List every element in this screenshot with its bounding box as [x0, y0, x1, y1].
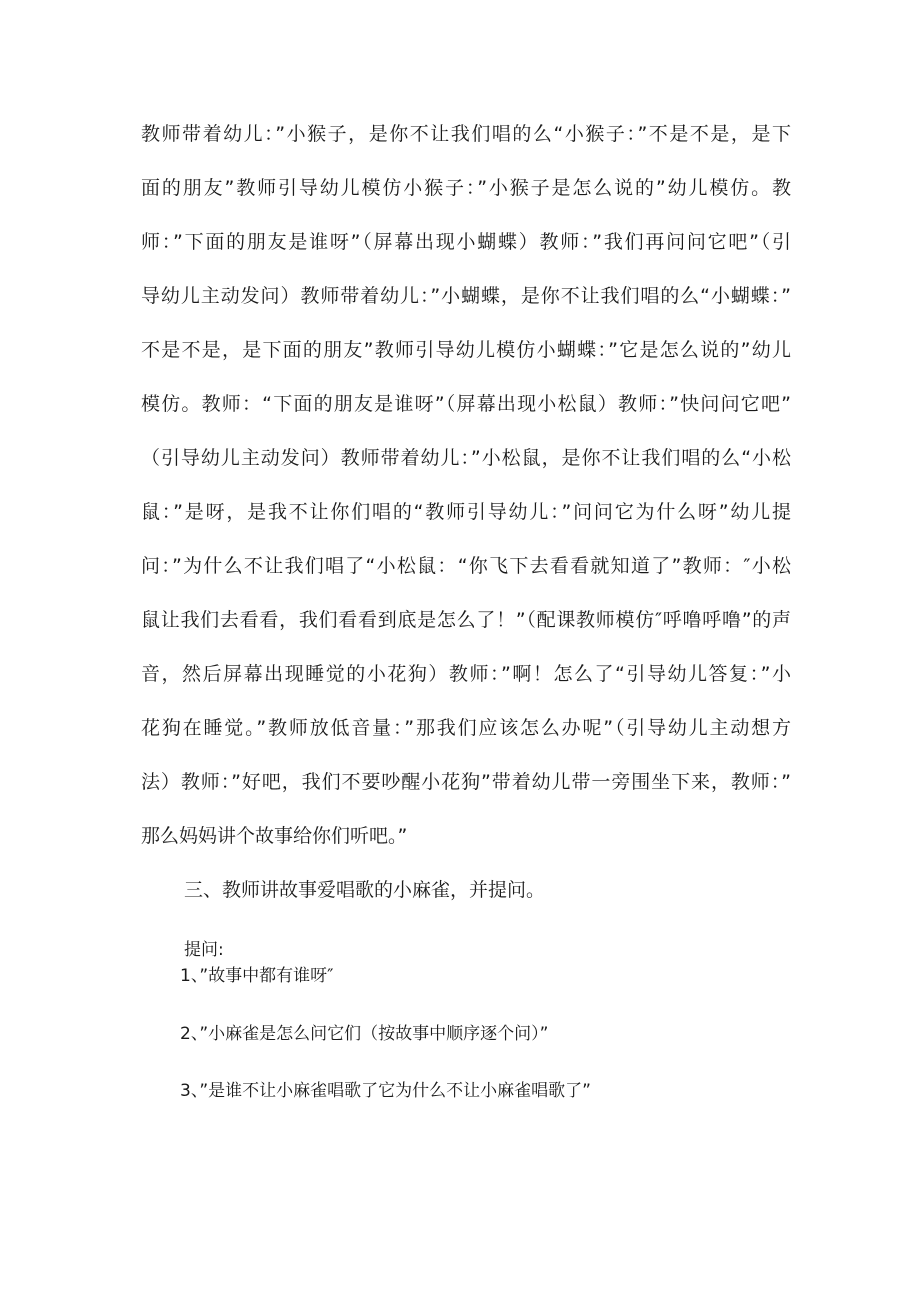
question-item: 2、”小麻雀是怎么问它们（按故事中顺序逐个问）” [180, 1024, 549, 1044]
paragraph-line: （引导幼儿主动发问）教师带着幼儿：”小松鼠，是你不让我们唱的么“小松 [141, 447, 791, 469]
paragraph-line: 导幼儿主动发问）教师带着幼儿：”小蝴蝶，是你不让我们唱的么“小蝴蝶：” [141, 285, 791, 307]
paragraph-line: 鼠：”是呀，是我不让你们唱的“教师引导幼儿：”问问它为什么呀”幼儿提 [141, 501, 791, 523]
paragraph-line: 模仿。教师：“下面的朋友是谁呀”（屏幕出现小松鼠）教师：”快问问它吧” [141, 393, 791, 415]
paragraph-line: 法）教师：”好吧，我们不要吵醒小花狗”带着幼儿带一旁围坐下来，教师：” [141, 771, 791, 793]
paragraph-line: 鼠让我们去看看，我们看看到底是怎么了！”（配课教师模仿″呼噜呼噜”的声 [141, 609, 791, 631]
paragraph-line: 那么妈妈讲个故事给你们听吧。” [141, 825, 408, 847]
question-item: 1、”故事中都有谁呀″ [180, 966, 334, 986]
paragraph-line: 花狗在睡觉。”教师放低音量：”那我们应该怎么办呢”（引导幼儿主动想方 [141, 717, 791, 739]
paragraph-line: 教师带着幼儿：”小猴子，是你不让我们唱的么“小猴子：”不是不是，是下 [141, 123, 791, 145]
question-item: 3、”是谁不让小麻雀唱歌了它为什么不让小麻雀唱歌了” [180, 1081, 591, 1101]
questions-label: 提问: [184, 940, 224, 960]
paragraph-line: 不是不是，是下面的朋友”教师引导幼儿模仿小蝴蝶：”它是怎么说的”幼儿 [141, 339, 791, 361]
section-heading: 三、教师讲故事爱唱歌的小麻雀，并提问。 [184, 879, 546, 901]
paragraph-line: 问：”为什么不让我们唱了“小松鼠：“你飞下去看看就知道了”教师：″小松 [141, 555, 791, 577]
paragraph-line: 师：”下面的朋友是谁呀”（屏幕出现小蝴蝶）教师：”我们再问问它吧”（引 [141, 231, 791, 253]
paragraph-line: 面的朋友”教师引导幼儿模仿小猴子：”小猴子是怎么说的”幼儿模仿。教 [141, 177, 791, 199]
paragraph-line: 音，然后屏幕出现睡觉的小花狗）教师：”啊！怎么了“引导幼儿答复：”小 [141, 663, 791, 685]
